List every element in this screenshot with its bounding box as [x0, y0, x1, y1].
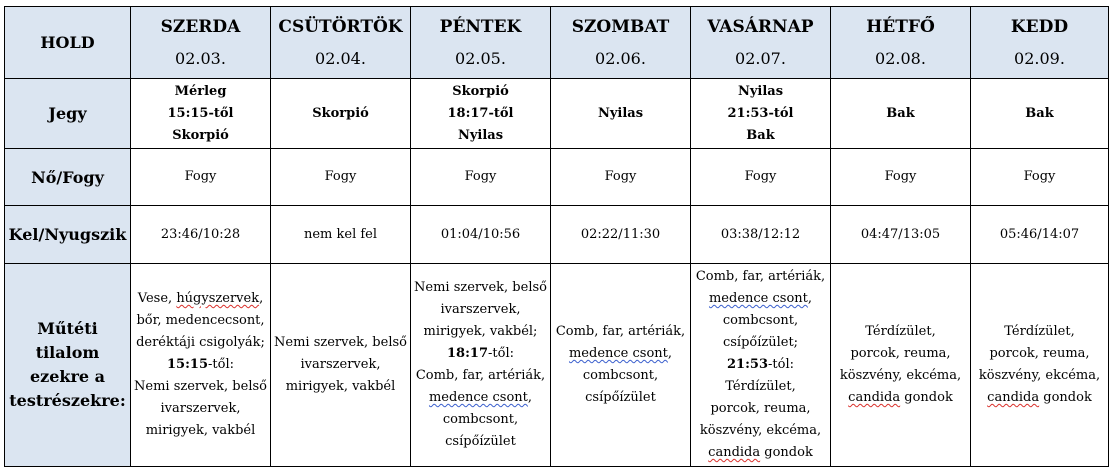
- day-name: KEDD: [1010, 16, 1069, 37]
- rise-set-cell: 01:04/10:56: [411, 206, 551, 264]
- day-name: SZOMBAT: [571, 16, 670, 37]
- row-label-mutet: Műtéti tilalom ezekre a testrészekre:: [5, 264, 131, 467]
- phase-cell: Fogy: [971, 149, 1109, 206]
- day-name: VASÁRNAP: [707, 16, 814, 37]
- rise-set-cell: 04:47/13:05: [831, 206, 971, 264]
- day-name: HÉTFŐ: [866, 16, 935, 37]
- phase-cell: Fogy: [411, 149, 551, 206]
- rise-set-cell: 02:22/11:30: [551, 206, 691, 264]
- day-header-wednesday: [131, 7, 271, 79]
- surgery-ban-cell: Vese, húgyszervek, bőr, medencecsont, deréktáji csigolyák; 15:15-től: Nemi szervek, belső ivarszervek, mirigyek, vakbél: [131, 264, 271, 467]
- day-date: 02.08.: [875, 48, 926, 68]
- surgery-ban-cell: Térdízület, porcok, reuma, köszvény, ekcéma, candida gondok: [831, 264, 971, 467]
- phase-cell: Fogy: [551, 149, 691, 206]
- phase-cell: Fogy: [691, 149, 831, 206]
- day-header-saturday: [551, 7, 691, 79]
- rise-set-cell: 23:46/10:28: [131, 206, 271, 264]
- header-corner: HOLD: [5, 7, 131, 79]
- surgery-ban-cell: Nemi szervek, belső ivarszervek, mirigyek, vakbél; 18:17-től: Comb, far, artériák, medence csont, combcsont, csípőízület: [411, 264, 551, 467]
- rise-set-cell: 05:46/14:07: [971, 206, 1109, 264]
- row-label-nofogy: Nő/Fogy: [5, 149, 131, 206]
- rise-set-cell: nem kel fel: [271, 206, 411, 264]
- zodiac-cell: Skorpió: [271, 79, 411, 149]
- moon-calendar-table: [4, 6, 1109, 467]
- phase-cell: Fogy: [831, 149, 971, 206]
- day-header-thursday: [271, 7, 411, 79]
- day-date: 02.09.: [1014, 48, 1065, 68]
- zodiac-cell: Nyilas: [551, 79, 691, 149]
- day-header-monday: [831, 7, 971, 79]
- phase-cell: Fogy: [271, 149, 411, 206]
- day-name: CSÜTÖRTÖK: [278, 16, 403, 37]
- day-date: 02.04.: [315, 48, 366, 68]
- day-name: SZERDA: [160, 16, 241, 37]
- day-date: 02.05.: [455, 48, 506, 68]
- zodiac-cell: Bak: [971, 79, 1109, 149]
- day-header-sunday: [691, 7, 831, 79]
- rise-set-cell: 03:38/12:12: [691, 206, 831, 264]
- surgery-ban-cell: Comb, far, artériák, medence csont, combcsont, csípőízület: [551, 264, 691, 467]
- day-header-friday: [411, 7, 551, 79]
- surgery-ban-cell: Comb, far, artériák, medence csont, combcsont, csípőízület; 21:53-tól: Térdízület, porcok, reuma, köszvény, ekcéma, candida gondok: [691, 264, 831, 467]
- day-name: PÉNTEK: [439, 16, 522, 37]
- day-header-tuesday: [971, 7, 1109, 79]
- surgery-ban-cell: Nemi szervek, belső ivarszervek, mirigyek, vakbél: [271, 264, 411, 467]
- day-date: 02.03.: [175, 48, 226, 68]
- surgery-ban-cell: Térdízület, porcok, reuma, köszvény, ekcéma, candida gondok: [971, 264, 1109, 467]
- zodiac-cell: Skorpió 18:17-től Nyilas: [411, 79, 551, 149]
- zodiac-cell: Bak: [831, 79, 971, 149]
- day-date: 02.06.: [595, 48, 646, 68]
- phase-cell: Fogy: [131, 149, 271, 206]
- day-date: 02.07.: [735, 48, 786, 68]
- zodiac-cell: Nyilas 21:53-tól Bak: [691, 79, 831, 149]
- row-label-kel: Kel/Nyugszik: [5, 206, 131, 264]
- row-label-jegy: Jegy: [5, 79, 131, 149]
- zodiac-cell: Mérleg 15:15-től Skorpió: [131, 79, 271, 149]
